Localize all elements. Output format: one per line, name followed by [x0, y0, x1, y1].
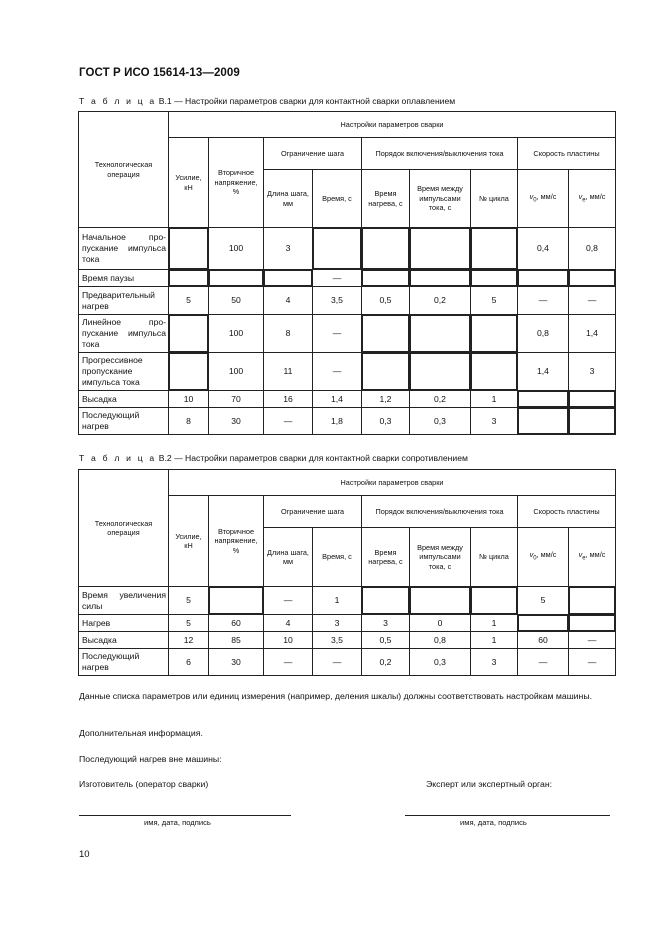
note-paragraph-post-heat: Последующий нагрев вне машины: — [79, 754, 222, 764]
header-settings-group: Настройки параметров сварки — [169, 470, 616, 496]
table-cell-force: 10 — [169, 391, 209, 408]
header-v0: $v_0$, мм/с — [518, 170, 569, 228]
table-cell-step-time: 3,5 — [313, 632, 362, 649]
table-cell-force: 8 — [169, 408, 209, 435]
table-cell-v0 — [518, 408, 569, 435]
header-cycle-no: № цикла — [471, 528, 518, 587]
table-cell-step-time: 1 — [313, 587, 362, 615]
page-number: 10 — [79, 849, 90, 860]
table-cell-heat-time — [362, 587, 410, 615]
table-cell-heat-time — [362, 228, 410, 270]
header-heat-time: Время нагрева, с — [362, 528, 410, 587]
header-step-time: Время, с — [313, 170, 362, 228]
table2-caption-text: В.2 — Настройки параметров сварки для контактной сварки сопротивлением — [156, 453, 468, 463]
table-cell-time-between — [410, 587, 471, 615]
table1-caption-prefix: Т а б л и ц а — [79, 96, 157, 106]
table-cell-v0: 0,4 — [518, 228, 569, 270]
table-cell-v0 — [518, 270, 569, 287]
table-cell-ve: — — [569, 649, 616, 676]
header-step-limit: Ограничение шага — [264, 138, 362, 170]
signature-caption-manufacturer: имя, дата, подпись — [144, 818, 211, 827]
table-cell-step-time: — — [313, 353, 362, 391]
table-cell-step-length: — — [264, 408, 313, 435]
table-cell-voltage — [209, 270, 264, 287]
note-paragraph-additional-info: Дополнительная информация. — [79, 728, 203, 738]
table-cell-step-length: — — [264, 649, 313, 676]
signature-label-manufacturer: Изготовитель (оператор сварки) — [79, 779, 209, 789]
table-cell-cycle — [471, 228, 518, 270]
table-cell-cycle — [471, 315, 518, 353]
header-secondary-voltage: Вторичное напряжение, % — [209, 138, 264, 228]
header-ve: $v_e$, мм/с — [569, 528, 616, 587]
table-cell-heat-time — [362, 315, 410, 353]
table-cell-step-time: — — [313, 649, 362, 676]
header-plate-speed: Скорость пластины — [518, 496, 616, 528]
table-cell-voltage: 60 — [209, 615, 264, 632]
table-cell-step-length: 11 — [264, 353, 313, 391]
table-cell-operation: Начальное пропускание импульса тока — [79, 228, 169, 270]
table-cell-step-length: 4 — [264, 615, 313, 632]
header-step-length: Длина шага, мм — [264, 170, 313, 228]
table-cell-voltage: 50 — [209, 287, 264, 315]
table-cell-operation: Прогрессивное пропускание импульса тока — [79, 353, 169, 391]
table-cell-voltage — [209, 587, 264, 615]
header-step-length: Длина шага, мм — [264, 528, 313, 587]
table-cell-cycle: 1 — [471, 391, 518, 408]
header-time-between: Время между импульсами тока, с — [410, 170, 471, 228]
table-cell-ve — [569, 391, 616, 408]
table-cell-v0: 5 — [518, 587, 569, 615]
table-cell-cycle: 3 — [471, 649, 518, 676]
header-settings-group: Настройки параметров сварки — [169, 112, 616, 138]
table-cell-force — [169, 228, 209, 270]
table-cell-operation: Последующий нагрев — [79, 408, 169, 435]
table-cell-step-length: — — [264, 587, 313, 615]
table1-caption — [79, 96, 455, 106]
table-cell-step-time: — — [313, 315, 362, 353]
table-cell-voltage: 100 — [209, 353, 264, 391]
table-cell-step-time: 1,4 — [313, 391, 362, 408]
table2-caption-prefix: Т а б л и ц а — [79, 453, 157, 463]
note-paragraph-settings: Данные списка параметров или единиц измерения (например, деления шкалы) должны соответствовать настройкам машины. — [79, 691, 592, 701]
table-cell-step-length: 4 — [264, 287, 313, 315]
table-cell-operation: Линейное пропускание импульса тока — [79, 315, 169, 353]
header-heat-time: Время нагрева, с — [362, 170, 410, 228]
table-cell-v0: 60 — [518, 632, 569, 649]
document-title: ГОСТ Р ИСО 15614-13—2009 — [79, 67, 240, 79]
header-time-between: Время между импульсами тока, с — [410, 528, 471, 587]
table-cell-step-time: 1,8 — [313, 408, 362, 435]
table2-caption — [79, 453, 468, 463]
header-force: Усилие, кН — [169, 138, 209, 228]
table-cell-voltage: 100 — [209, 315, 264, 353]
table-cell-voltage: 30 — [209, 408, 264, 435]
signature-line-expert — [405, 815, 610, 816]
table-cell-ve — [569, 408, 616, 435]
table-cell-heat-time: 3 — [362, 615, 410, 632]
signature-line-manufacturer — [79, 815, 291, 816]
table-cell-time-between: 0,3 — [410, 649, 471, 676]
header-force: Усилие, кН — [169, 496, 209, 587]
table-cell-step-length: 10 — [264, 632, 313, 649]
table-cell-cycle: 1 — [471, 632, 518, 649]
table-cell-voltage: 30 — [209, 649, 264, 676]
table-cell-time-between — [410, 270, 471, 287]
table-cell-heat-time: 0,3 — [362, 408, 410, 435]
table-cell-step-length: 16 — [264, 391, 313, 408]
table-cell-heat-time — [362, 353, 410, 391]
table-cell-step-time: — — [313, 270, 362, 287]
table-cell-step-length: 8 — [264, 315, 313, 353]
table-cell-force: 5 — [169, 587, 209, 615]
table-cell-ve — [569, 587, 616, 615]
table-cell-time-between — [410, 228, 471, 270]
table-cell-heat-time: 0,2 — [362, 649, 410, 676]
header-step-time: Время, с — [313, 528, 362, 587]
table-cell-operation: Нагрев — [79, 615, 169, 632]
table-cell-time-between: 0,2 — [410, 391, 471, 408]
table-b2 — [78, 469, 616, 676]
table1-caption-text: В.1 — Настройки параметров сварки для контактной сварки оплавлением — [156, 96, 456, 106]
table-cell-ve — [569, 270, 616, 287]
table-cell-ve: 0,8 — [569, 228, 616, 270]
table-cell-v0: 0,8 — [518, 315, 569, 353]
table-cell-time-between: 0 — [410, 615, 471, 632]
header-v0: $v_0$, мм/с — [518, 528, 569, 587]
table-cell-voltage: 85 — [209, 632, 264, 649]
table-cell-heat-time: 0,5 — [362, 632, 410, 649]
table-cell-force: 5 — [169, 287, 209, 315]
table-cell-step-length — [264, 270, 313, 287]
header-ve: $v_e$, мм/с — [569, 170, 616, 228]
table-cell-voltage: 70 — [209, 391, 264, 408]
table-cell-time-between: 0,3 — [410, 408, 471, 435]
table-cell-force — [169, 270, 209, 287]
table-cell-force — [169, 353, 209, 391]
table-cell-heat-time: 0,5 — [362, 287, 410, 315]
table-cell-v0 — [518, 615, 569, 632]
table-cell-ve: — — [569, 632, 616, 649]
header-secondary-voltage: Вторичное напряжение, % — [209, 496, 264, 587]
table-cell-operation: Предварительный нагрев — [79, 287, 169, 315]
header-plate-speed: Скорость пластины — [518, 138, 616, 170]
header-operation: Технологическая операция — [79, 470, 169, 587]
table-cell-operation: Высадка — [79, 391, 169, 408]
table-cell-heat-time: 1,2 — [362, 391, 410, 408]
table-cell-cycle — [471, 270, 518, 287]
table-cell-time-between — [410, 353, 471, 391]
table-cell-cycle — [471, 353, 518, 391]
table-cell-cycle: 3 — [471, 408, 518, 435]
table-cell-ve: 1,4 — [569, 315, 616, 353]
table-cell-cycle: 1 — [471, 615, 518, 632]
table-cell-v0: 1,4 — [518, 353, 569, 391]
table-cell-operation: Время паузы — [79, 270, 169, 287]
table-cell-operation: Высадка — [79, 632, 169, 649]
header-step-limit: Ограничение шага — [264, 496, 362, 528]
signature-caption-expert: имя, дата, подпись — [460, 818, 527, 827]
table-cell-cycle — [471, 587, 518, 615]
table-cell-time-between: 0,8 — [410, 632, 471, 649]
table-cell-step-time: 3 — [313, 615, 362, 632]
table-cell-cycle: 5 — [471, 287, 518, 315]
table-cell-step-time: 3,5 — [313, 287, 362, 315]
table-cell-force — [169, 315, 209, 353]
header-cycle-no: № цикла — [471, 170, 518, 228]
table-cell-ve: 3 — [569, 353, 616, 391]
header-sequence: Порядок включения/выключения тока — [362, 496, 518, 528]
table-cell-time-between — [410, 315, 471, 353]
table-cell-step-time — [313, 228, 362, 270]
table-cell-v0 — [518, 391, 569, 408]
table-cell-v0: — — [518, 287, 569, 315]
table-cell-force: 6 — [169, 649, 209, 676]
table-b1 — [78, 111, 616, 435]
table-cell-force: 12 — [169, 632, 209, 649]
table-cell-operation: Время увеличения силы — [79, 587, 169, 615]
table-cell-voltage: 100 — [209, 228, 264, 270]
header-sequence: Порядок включения/выключения тока — [362, 138, 518, 170]
signature-label-expert: Эксперт или экспертный орган: — [426, 779, 553, 789]
table-cell-ve — [569, 615, 616, 632]
table-cell-time-between: 0,2 — [410, 287, 471, 315]
table-cell-ve: — — [569, 287, 616, 315]
header-operation: Технологическая операция — [79, 112, 169, 228]
table-cell-heat-time — [362, 270, 410, 287]
table-cell-operation: Последующий нагрев — [79, 649, 169, 676]
table-cell-step-length: 3 — [264, 228, 313, 270]
table-cell-v0: — — [518, 649, 569, 676]
table-cell-force: 5 — [169, 615, 209, 632]
